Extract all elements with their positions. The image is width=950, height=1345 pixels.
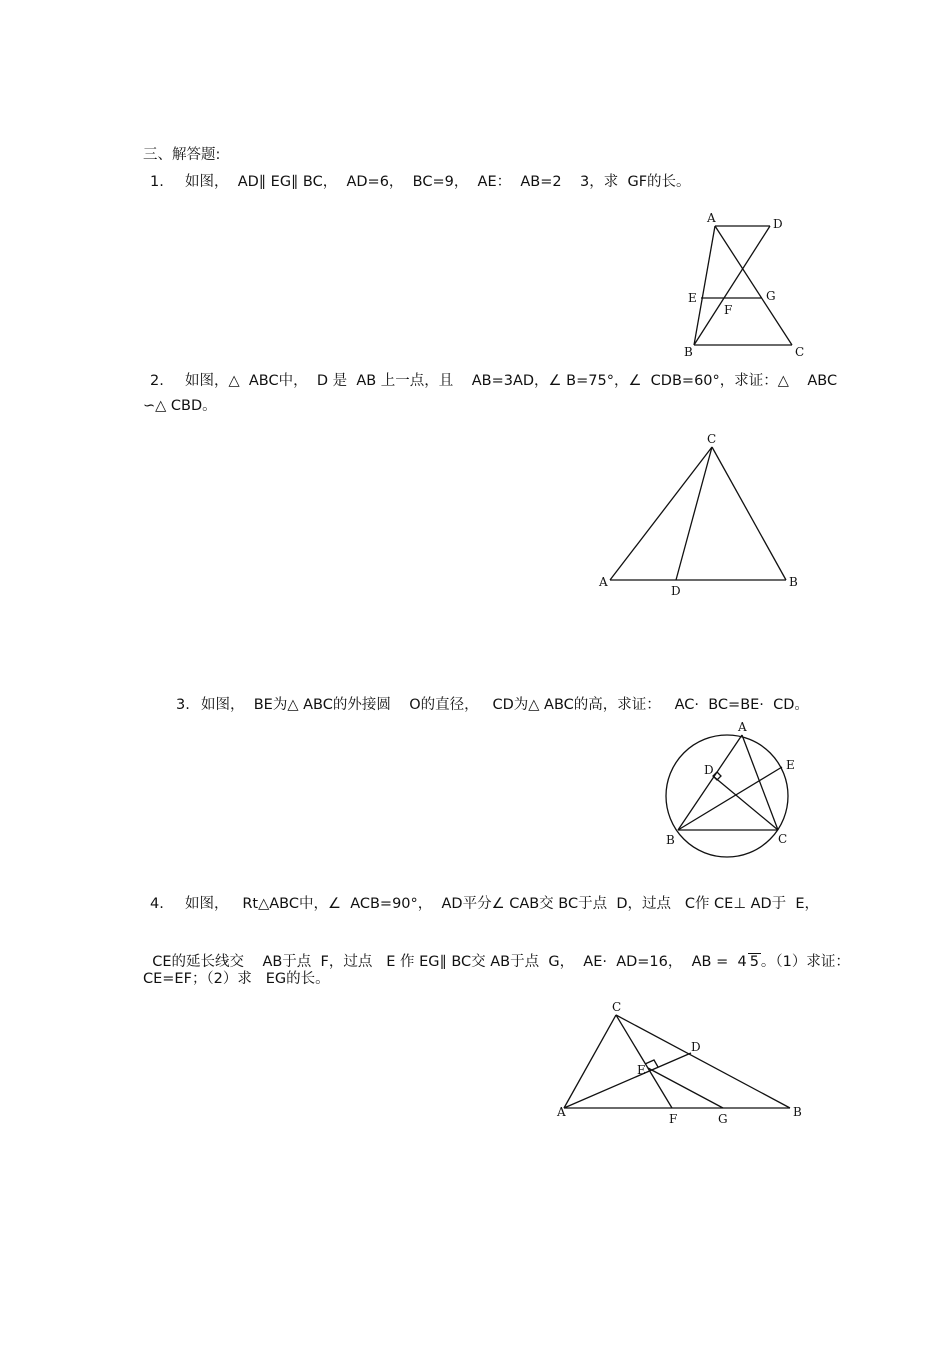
label-D: D bbox=[671, 584, 681, 598]
problem-3-text: 如图， BE为△ ABC的外接圆 O的直径， CD为△ ABC的高，求证： AC· BC=BE· CD。 bbox=[201, 697, 809, 713]
label-A: A bbox=[557, 1105, 566, 1119]
problem-2-number: 2. bbox=[150, 373, 164, 389]
label-E: E bbox=[786, 758, 795, 772]
label-C: C bbox=[707, 432, 717, 446]
label-A: A bbox=[599, 575, 608, 589]
label-E: E bbox=[688, 291, 697, 305]
problem-4-text-line-2-main: CE的延长线交 AB于点 F，过点 E 作 EG∥ BC交 AB于点 G， AE· AD=16， AB = 4 bbox=[152, 954, 747, 970]
label-E: E bbox=[637, 1063, 646, 1077]
label-A: A bbox=[738, 720, 747, 734]
problem-2-text-line-2: ∽△ CBD。 bbox=[143, 398, 217, 414]
problem-3-figure bbox=[660, 715, 810, 865]
problem-4-number: 4. bbox=[150, 896, 164, 912]
segment-cd bbox=[676, 447, 712, 580]
problem-4-text-line-3: CE=EF；（2）求 EG的长。 bbox=[143, 971, 330, 987]
label-D: D bbox=[704, 763, 714, 777]
label-B: B bbox=[789, 575, 798, 589]
segment-cb bbox=[616, 1015, 790, 1108]
segment-cb bbox=[712, 447, 786, 580]
label-B: B bbox=[684, 345, 693, 359]
label-C: C bbox=[778, 832, 788, 846]
label-G: G bbox=[766, 289, 776, 303]
problem-3-number: 3. bbox=[176, 697, 190, 713]
label-A: A bbox=[707, 211, 716, 225]
label-D: D bbox=[773, 217, 783, 231]
segment-ac bbox=[715, 226, 792, 345]
label-F: F bbox=[669, 1112, 678, 1126]
problem-2-figure bbox=[595, 428, 805, 598]
segment-ca bbox=[610, 447, 712, 580]
problem-4-text-line-2 bbox=[143, 932, 850, 972]
label-B: B bbox=[793, 1105, 802, 1119]
label-C: C bbox=[795, 345, 805, 359]
problem-1-figure bbox=[680, 205, 820, 365]
problem-4-figure bbox=[550, 998, 810, 1128]
problem-1-text: 如图， AD∥ EG∥ BC， AD=6， BC=9， AE： AB=2 3，求 GF的长。 bbox=[185, 174, 691, 190]
problem-1-number: 1. bbox=[150, 174, 164, 190]
circumcircle-o bbox=[666, 735, 788, 857]
sqrt-five: 5 bbox=[749, 954, 759, 970]
problem-2-text-line-1: 如图，△ ABC中， D 是 AB 上一点，且 AB=3AD，∠ B=75°，∠ CDB=60°，求证：△ ABC bbox=[185, 373, 838, 389]
segment-cf bbox=[616, 1015, 672, 1108]
section-title: 三、解答题: bbox=[143, 147, 221, 163]
problem-4-text-line-1: 如图， Rt△ABC中，∠ ACB=90°， AD平分∠ CAB交 BC于点 D，过点 C作 CE⊥ AD于 E， bbox=[185, 896, 820, 912]
segment-ca bbox=[564, 1015, 616, 1108]
segment-bd bbox=[694, 226, 770, 345]
problem-4-text-line-2-tail: 。（1）求证： bbox=[760, 954, 850, 970]
label-D: D bbox=[691, 1040, 701, 1054]
label-F: F bbox=[724, 303, 733, 317]
label-G: G bbox=[718, 1112, 728, 1126]
label-B: B bbox=[666, 833, 675, 847]
segment-ab bbox=[694, 226, 715, 345]
label-C: C bbox=[612, 1000, 622, 1014]
